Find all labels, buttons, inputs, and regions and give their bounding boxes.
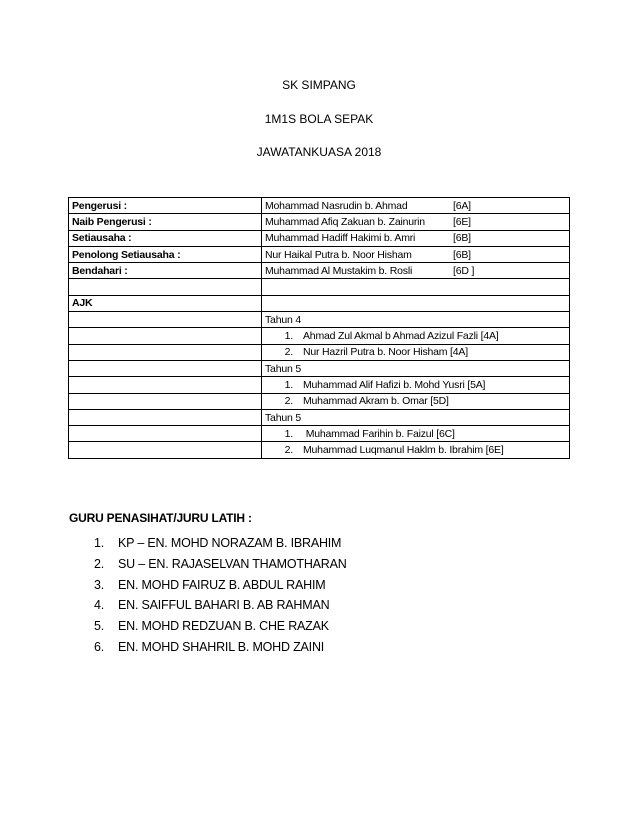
advisor-text: EN. SAIFFUL BAHARI B. AB RAHMAN [118,598,330,613]
table-row [69,214,570,230]
advisor-text: EN. MOHD SHAHRIL B. MOHD ZAINI [118,639,325,654]
member-text: Nur Hazril Putra b. Noor Hisham [4A] [303,346,468,359]
officer-name: Muhammad Al Mustakim b. Rosli [265,264,413,277]
member-item: 1. Muhammad Farihin b. Faizul [6C] [262,426,570,442]
officer-class: [6A] [453,199,471,212]
officer-name: Muhammad Afiq Zakuan b. Zainurin [265,215,425,228]
officer-cell [262,246,570,262]
year-label: Tahun 5 [262,409,570,425]
list-item: 3. EN. MOHD FAIRUZ B. ABDUL RAHIM [94,575,347,596]
officer-class: [6B] [453,232,471,245]
table-row [69,409,570,425]
table-row [69,295,570,311]
table-row-empty [69,279,570,295]
officer-name: Mohammad Nasrudin b. Ahmad [265,199,408,212]
role-label: Setiausaha : [69,230,262,246]
table-row [69,328,570,344]
committee-title: JAWATANKUASA 2018 [256,145,382,159]
role-label: Naib Pengerusi : [69,214,262,230]
member-item: 2. Nur Hazril Putra b. Noor Hisham [4A] [262,344,570,360]
table-row [69,198,570,214]
officer-cell [262,230,570,246]
advisor-text: SU – EN. RAJASELVAN THAMOTHARAN [118,556,347,571]
role-label: Pengerusi : [69,198,262,214]
list-item: 2. SU – EN. RAJASELVAN THAMOTHARAN [94,554,347,575]
committee-table [68,197,570,459]
table-row [69,377,570,393]
table-row [69,360,570,376]
officer-cell [262,198,570,214]
table-row [69,344,570,360]
table-row [69,426,570,442]
member-text: Muhammad Akram b. Omar [5D] [303,395,449,408]
role-label: Penolong Setiausaha : [69,246,262,262]
advisors-heading: GURU PENASIHAT/JURU LATIH : [69,511,252,525]
member-text: Muhammad Alif Hafizi b. Mohd Yusri [5A] [303,378,486,391]
list-item: 6. EN. MOHD SHAHRIL B. MOHD ZAINI [94,637,347,658]
ajk-label: AJK [69,295,262,311]
program-title: 1M1S BOLA SEPAK [264,112,374,126]
table-row [69,263,570,279]
officer-name: Nur Haikal Putra b. Noor Hisham [265,248,412,261]
year-label: Tahun 4 [262,312,570,328]
officer-class: [6E] [453,215,471,228]
role-label: Bendahari : [69,263,262,279]
table-row [69,442,570,458]
member-item: 1. Muhammad Alif Hafizi b. Mohd Yusri [5A] [262,377,570,393]
member-item: 2. Muhammad Akram b. Omar [5D] [262,393,570,409]
table-row [69,246,570,262]
table-row [69,312,570,328]
advisor-text: KP – EN. MOHD NORAZAM B. IBRAHIM [118,536,342,550]
member-text: Muhammad Farihin b. Faizul [6C] [303,427,455,440]
advisor-text: EN. MOHD FAIRUZ B. ABDUL RAHIM [118,577,326,592]
list-item: 1. KP – EN. MOHD NORAZAM B. IBRAHIM [94,533,347,554]
officer-cell [262,263,570,279]
advisor-text: EN. MOHD REDZUAN B. CHE RAZAK [118,619,329,634]
table-row [69,393,570,409]
list-item: 5. EN. MOHD REDZUAN B. CHE RAZAK [94,616,347,637]
member-item: 2. Muhammad Luqmanul Haklm b. Ibrahim [6E] [262,442,570,458]
table-row [69,230,570,246]
officer-class: [6D ] [453,264,475,277]
school-title: SK SIMPANG [282,78,356,92]
officer-name: Muhammad Hadiff Hakimi b. Amri [265,232,416,245]
member-text: Ahmad Zul Akmal b Ahmad Azizul Fazli [4A] [303,330,499,343]
officer-cell [262,214,570,230]
list-item: 4. EN. SAIFFUL BAHARI B. AB RAHMAN [94,595,347,616]
member-text: Muhammad Luqmanul Haklm b. Ibrahim [6E] [303,444,504,457]
year-label: Tahun 5 [262,360,570,376]
advisors-list [94,533,347,658]
member-item: 1. Ahmad Zul Akmal b Ahmad Azizul Fazli [4A] [262,328,570,344]
officer-class: [6B] [453,248,471,261]
